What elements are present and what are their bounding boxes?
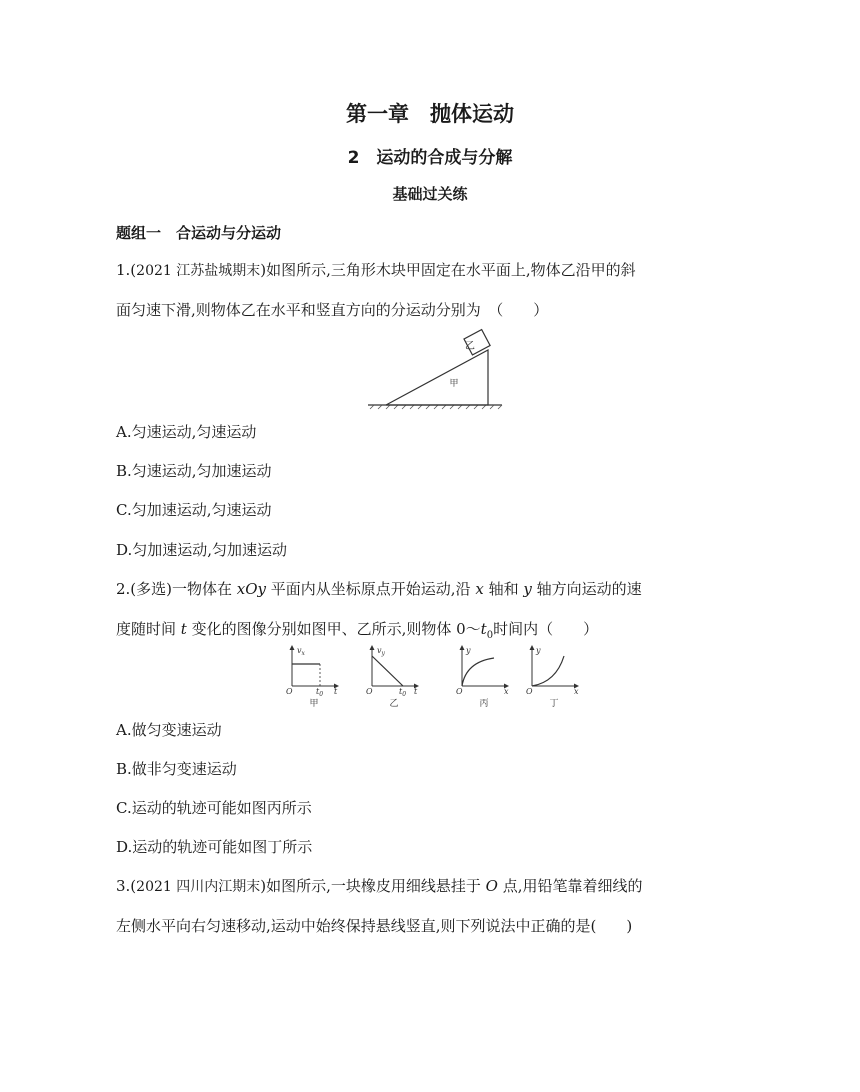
svg-text:x: x (574, 687, 579, 696)
question-2-line-2: 度随时间 t 变化的图像分别如图甲、乙所示,则物体 $0\sim t_0$时间内（ ） (116, 620, 599, 641)
svg-text:y: y (466, 646, 471, 655)
graph-ding-curve (532, 656, 564, 686)
question-3-line-2: 左侧水平向右匀速移动,运动中始终保持悬线竖直,则下列说法中正确的是( ) (116, 917, 633, 935)
question-3-source: 2021 四川内江期末 (136, 879, 261, 895)
svg-text:乙: 乙 (389, 699, 399, 709)
group-title: 题组一 合运动与分运动 (116, 224, 282, 242)
wedge-label: 甲 (449, 379, 459, 389)
question-1-option-b: B.匀速运动,匀加速运动 (116, 462, 272, 480)
question-1-option-a: A.匀速运动,匀速运动 (116, 423, 257, 441)
svg-text:vy: $v_y$ (377, 646, 385, 657)
svg-text:丙: 丙 (479, 699, 489, 709)
question-1-option-d: D.匀加速运动,匀加速运动 (116, 541, 288, 559)
svg-text:vx: $v_x$ (297, 646, 305, 657)
question-2-option-b: B.做非匀变速运动 (116, 760, 237, 778)
wedge-shape (386, 350, 488, 405)
svg-text:y: y (536, 646, 541, 655)
graph-ding (526, 646, 579, 709)
question-2-option-a: A.做匀变速运动 (116, 721, 222, 739)
chapter-title: 第一章 抛体运动 (346, 102, 514, 126)
question-1-source: 2021 江苏盐城期末 (136, 263, 261, 279)
subtitle: 基础过关练 (392, 185, 468, 203)
svg-text:t: t (334, 687, 338, 696)
graph-bing (456, 646, 509, 709)
graph-yi-line (372, 656, 403, 686)
question-2-line-1: 2.(多选)一物体在 xOy 平面内从坐标原点开始运动,沿 x 轴和 y 轴方向运动的速 (116, 580, 642, 598)
svg-text:O: O (366, 687, 373, 696)
question-1-option-c: C.匀加速运动,匀速运动 (116, 501, 272, 519)
question-1-line-2: 面匀速下滑,则物体乙在水平和竖直方向的分运动分别为 （ ） (116, 301, 549, 319)
svg-text:t: t (414, 687, 418, 696)
question-2-option-d: D.运动的轨迹可能如图丁所示 (116, 838, 313, 856)
question-2-option-c: C.运动的轨迹可能如图丙所示 (116, 799, 312, 817)
section-title: 2 运动的合成与分解 (347, 148, 513, 168)
svg-text:O: O (456, 687, 463, 696)
svg-text:甲: 甲 (309, 699, 319, 709)
svg-text:t0: $t_0$ (399, 687, 407, 698)
incline-figure (360, 328, 510, 410)
svg-text:O: O (526, 687, 533, 696)
svg-text:O: O (286, 687, 293, 696)
svg-text:x: x (504, 687, 509, 696)
block-label: 乙 (465, 341, 475, 352)
question-1-line-1: 1.(2021 江苏盐城期末)如图所示,三角形木块甲固定在水平面上,物体乙沿甲的斜 (116, 261, 636, 279)
graph-jia (286, 646, 338, 709)
svg-text:丁: 丁 (549, 699, 559, 709)
motion-graphs-figure (280, 642, 590, 710)
graph-yi (366, 646, 418, 709)
graph-bing-curve (462, 658, 494, 686)
svg-text:t0: $t_0$ (316, 687, 324, 698)
question-3-line-1: 3.(2021 四川内江期末)如图所示,一块橡皮用细线悬挂于 O 点,用铅笔靠着细线的 (116, 877, 643, 895)
